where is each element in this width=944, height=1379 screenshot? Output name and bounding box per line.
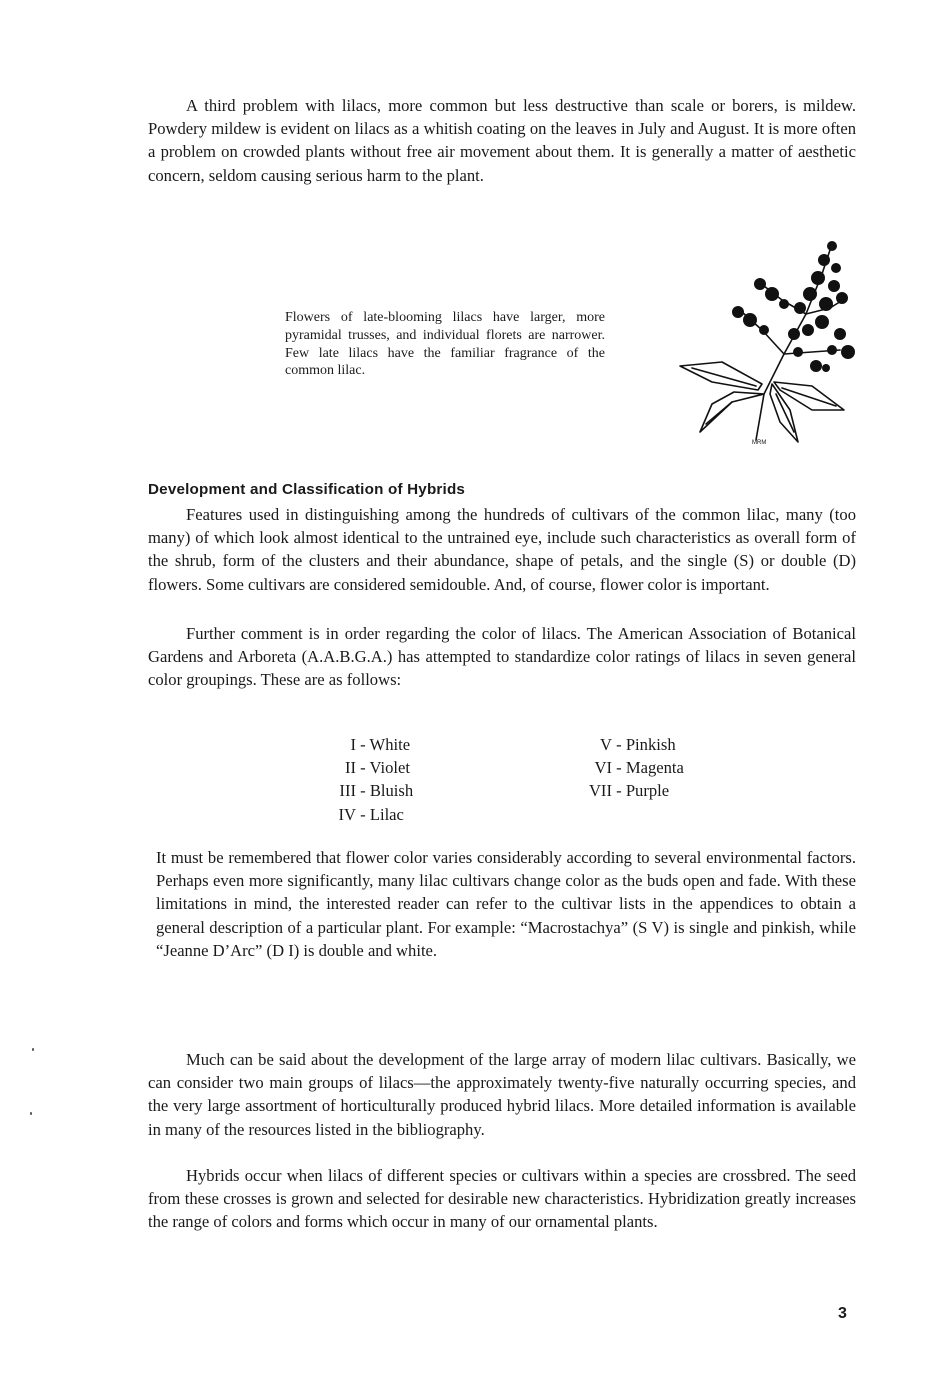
- paragraph-remember: It must be remembered that flower color varies considerably according to several environmental factors. Perhaps even more significantly, many lilac cultivars change color as the buds open and fade. With these limitations in mind, the interested reader can refer to the cultivar lists in the appendices to obtain a general description of a particular plant. For example: “Macrostachya” (S V) is single and pinkish, while “Jeanne D’Arc” (D I) is double and white.: [156, 848, 856, 960]
- paragraph-mildew: A third problem with lilacs, more common but less destructive than scale or borers, is mildew. Powdery mildew is evident on lilacs as a whitish coating on the leaves in July and August. It is more often a problem on crowded plants without free air movement about them. It is generally a matter of aesthetic concern, seldom causing serious harm to the plant.: [148, 96, 856, 185]
- color-group-item: VI - Magenta: [594, 758, 684, 778]
- paragraph-hybrids: Hybrids occur when lilacs of different species or cultivars within a species are crossbred. The seed from these crosses is grown and selected for desirable new characteristics. Hybridization greatly increases the range of colors and forms which occur in many of our ornamental plants.: [148, 1166, 856, 1232]
- paragraph-color-comment: Further comment is in order regarding the color of lilacs. The American Association of Botanical Gardens and Arboreta (A.A.B.G.A.) has attempted to standardize color ratings of lilacs in seven general color groupings. These are as follows:: [148, 624, 856, 690]
- paragraph-features: Features used in distinguishing among the hundreds of cultivars of the common lilac, many (too many) of which look almost identical to the untrained eye, include such characteristics as overall form of the shrub, form of the clusters and their abundance, shape of petals, and the single (S) or double (D) flowers. Some cultivars are considered semidouble. And, of course, flower color is important.: [148, 505, 856, 594]
- color-group-item: VII - Purple: [588, 781, 670, 801]
- illustration-caption: Flowers of late-blooming lilacs have larger, more pyramidal trusses, and individual florets are narrower. Few late lilacs have the familiar fragrance of the common lilac.: [285, 310, 605, 379]
- color-group-item: IV - Lilac: [338, 804, 404, 824]
- illustration-signature: MRM: [752, 440, 767, 446]
- color-group-item: I - White: [350, 735, 411, 754]
- scan-speck: [32, 1048, 34, 1051]
- page-number: 3: [838, 1305, 847, 1322]
- color-groups-right: [540, 733, 720, 803]
- paragraph-development: Much can be said about the development of the large array of modern lilac cultivars. Basically, we can consider two main groups of lilacs—the approximately twenty-five naturally occurring species, and the very large assortment of horticulturally produced hybrid lilacs. More detailed information is available in many of the resources listed in the bibliography.: [148, 1050, 856, 1139]
- color-groups-left: [300, 733, 440, 826]
- scan-speck: [30, 1112, 32, 1115]
- color-group-item: III - Bluish: [339, 781, 414, 801]
- lilac-illustration: [672, 234, 858, 448]
- section-heading: Development and Classification of Hybrids: [148, 481, 466, 498]
- color-group-item: V - Pinkish: [600, 735, 676, 754]
- color-group-item: II - Violet: [344, 758, 411, 778]
